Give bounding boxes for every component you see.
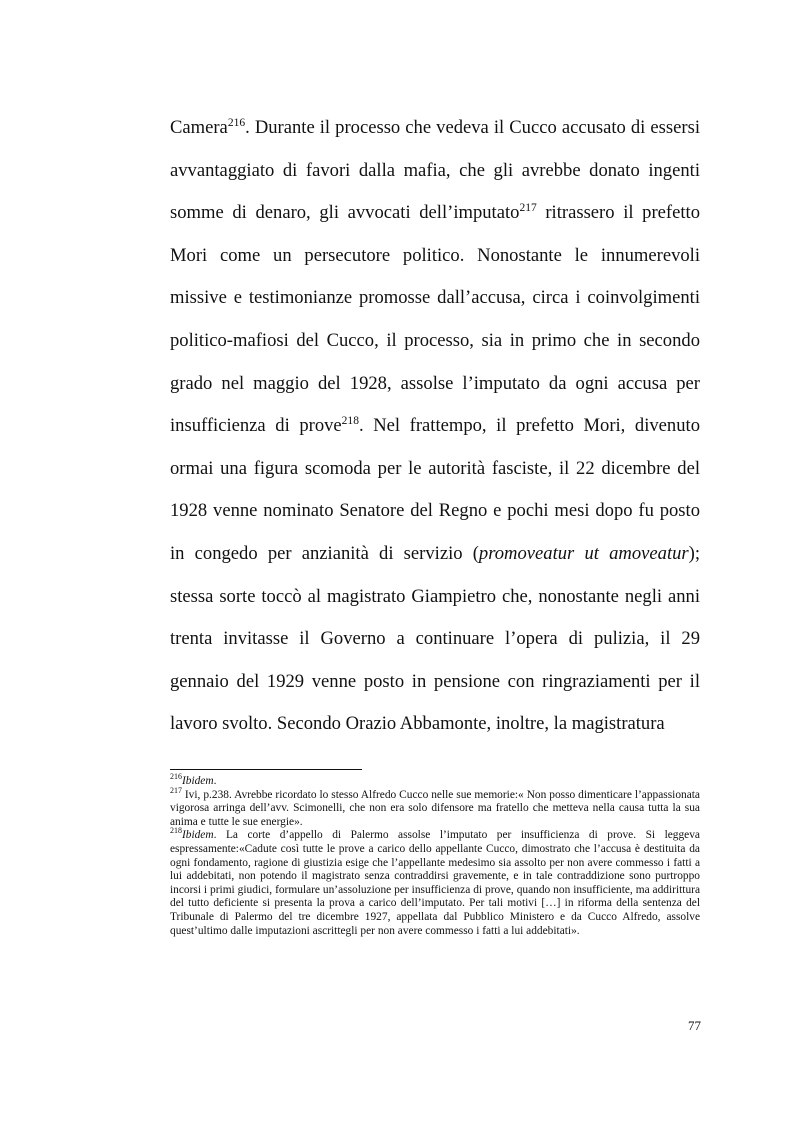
- body-text-2: . Durante il processo che vedeva il Cucco accusato di essersi avvantaggiato di favori dalla mafia, che gli avrebbe donato ingenti somme di denaro, gli avvocati dell’imputato: [170, 117, 700, 224]
- footnote-number: 216: [170, 772, 182, 782]
- footnote-number: 217: [170, 785, 182, 795]
- body-text-3: ritrassero il prefetto Mori come un persecutore politico. Nonostante le innumerevoli missive e testimonianze promosse dall’accusa, circa i coinvolgimenti politico-mafiosi del Cucco, il processo, sia in primo che in secondo grado nel maggio del 1928, assolse l’imputato da ogni accusa per insufficienza di prove: [170, 202, 700, 437]
- footnotes-section: [170, 772, 700, 938]
- body-text-latin-phrase: promoveatur ut amoveatur: [478, 542, 689, 564]
- body-text-4: . Nel frattempo, il prefetto Mori, divenuto ormai una figura scomoda per le autorità fasciste, il 22 dicembre del 1928 venne nominato Senatore del Regno e pochi mesi dopo fu posto in congedo per anzianità di servizio (: [170, 415, 700, 564]
- footnote-ref-216[interactable]: 216: [227, 116, 246, 129]
- footnote-text: . La corte d’appello di Palermo assolse l’imputato per insufficienza di prove. Si leggeva espressamente:«Cadute così tutte le prove a carico dello appellante Cucco, dimostrato che l’accusa è destituita da ogni fondamento, ragione di giustizia esige che l’appellante medesimo sia assolto per non avere commesso i fatti a lui addebitati, non potendo il magistrato senza contraddirsi gravemente, e in tale contraddizione sono purtroppo incorsi i primi giudici, formulare un’assoluzione per insufficienza di prove, quando non insufficiente, ma addirittura del tutto deficiente si presenta la prova a carico dell’imputato. Per tali motivi […] in riforma della sentenza del Tribunale di Palermo del tre dicembre 1927, appellata dal Pubblico Ministero e da Cucco Alfredo, assolve quest’ultimo dalle imputazioni ascrittegli per non avere commesso i fatti a lui addebitati».: [170, 829, 700, 937]
- footnote-number: 218: [170, 826, 182, 836]
- footnote-text: .: [213, 775, 217, 787]
- page-number: 77: [688, 1018, 701, 1033]
- footnote-italic: Ibidem: [181, 829, 214, 842]
- footnote-separator: [170, 769, 362, 770]
- footnote-ref-217[interactable]: 217: [519, 202, 537, 214]
- footnote-italic: Ibidem: [181, 775, 214, 787]
- footnote-ref-218[interactable]: 218: [341, 414, 359, 427]
- body-text-1: Camera: [170, 117, 228, 138]
- footnote-218: [170, 826, 700, 938]
- footnote-217: [170, 785, 700, 830]
- body-paragraph: [170, 107, 700, 746]
- body-text-5: ); stessa sorte toccò al magistrato Giampietro che, nonostante negli anni trenta invitasse il Governo a continuare l’opera di pulizia, il 29 gennaio del 1929 venne posto in pensione con ringraziamenti per il lavoro svolto. Secondo Orazio Abbamonte, inoltre, la magistratura: [170, 542, 700, 735]
- footnote-216: [170, 772, 700, 789]
- footnote-text: Ivi, p.238. Avrebbe ricordato lo stesso Alfredo Cucco nelle sue memorie:« Non posso dimenticare l’appassionata vigorosa arringa dell’avv. Scimonelli, che non era solo difensore ma fratello che metteva nella causa tutta la sua anima e tutte le sue energie».: [170, 788, 700, 828]
